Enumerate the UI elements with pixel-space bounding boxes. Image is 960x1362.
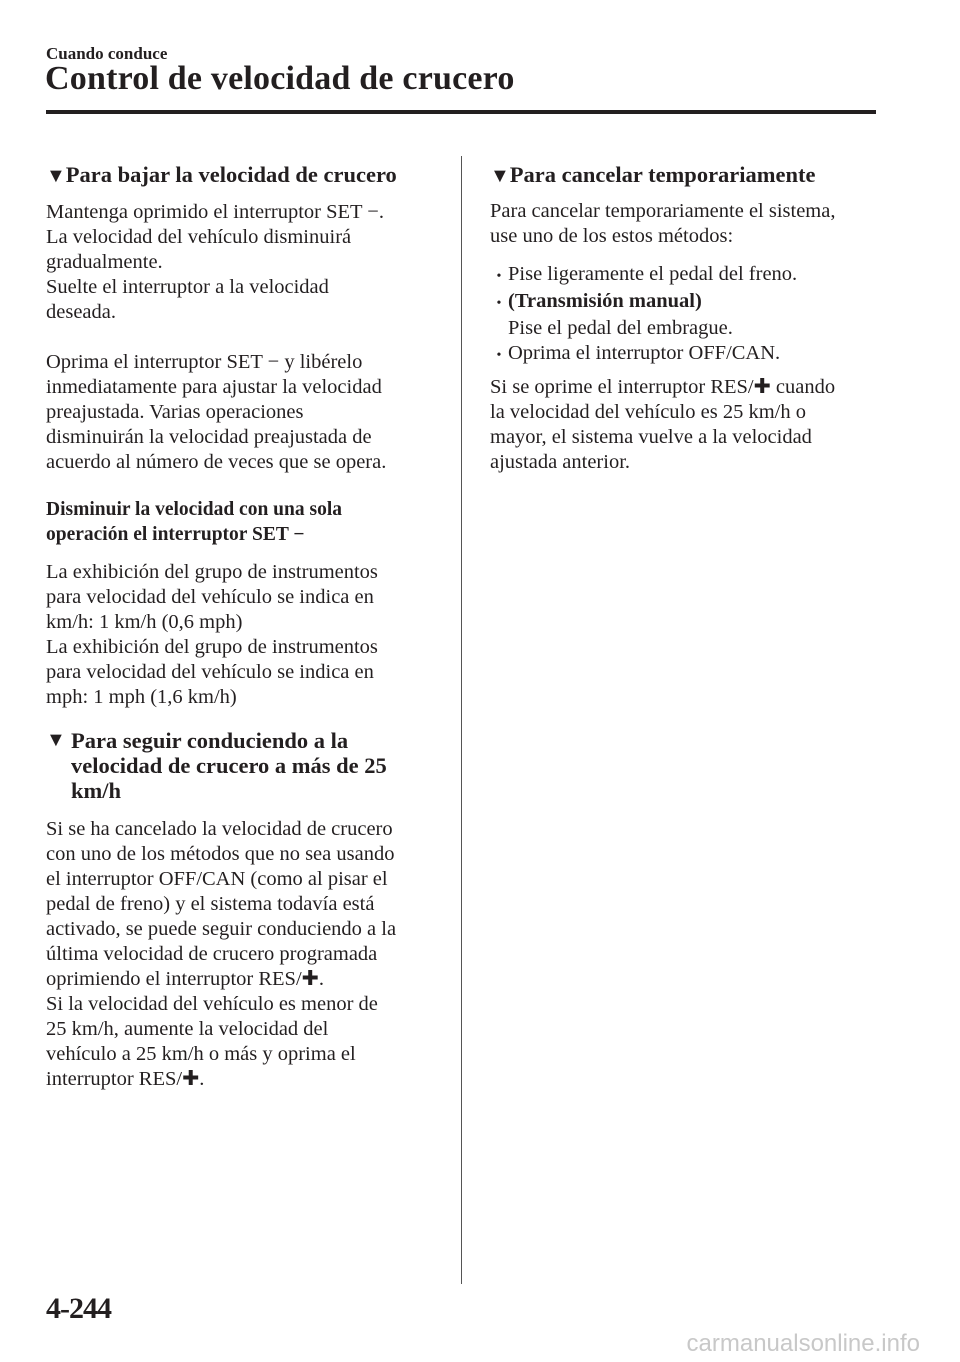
text-line: La exhibición del grupo de instrumentos [46, 561, 378, 583]
text-line: preajustada. Varias operaciones [46, 401, 304, 423]
text-line: mph: 1 mph (1,6 km/h) [46, 686, 237, 708]
text-line: use uno de los estos métodos: [490, 225, 734, 247]
text-line: Si la velocidad del vehículo es menor de [46, 993, 378, 1015]
watermark: carmanualsonline.info [686, 1330, 920, 1357]
text-line: La exhibición del grupo de instrumentos [46, 636, 378, 658]
bullet-text: (Transmisión manual) [508, 290, 702, 312]
paragraph [46, 817, 396, 1092]
bullet-subtext: Pise el pedal del embrague. [508, 317, 733, 339]
triangle-down-icon: ▼ [46, 729, 66, 751]
bullet-item [490, 341, 797, 368]
text-line: pedal de freno) y el sistema todavía está [46, 893, 375, 915]
text-line: 25 km/h, aumente la velocidad del [46, 1018, 329, 1040]
paragraph [46, 560, 378, 710]
paragraph [46, 200, 384, 325]
text-line: mayor, el sistema vuelve a la velocidad [490, 426, 812, 448]
section-label: Cuando conduce [46, 44, 168, 63]
heading-seguir-conduciendo [46, 728, 387, 803]
bullet-text: Oprima el interruptor OFF/CAN. [508, 342, 781, 364]
text-line: el interruptor OFF/CAN (como al pisar el [46, 868, 388, 890]
text-line: Si se oprime el interruptor RES/✚ cuando [490, 376, 836, 398]
text-line: Si se ha cancelado la velocidad de crucero [46, 818, 393, 840]
column-divider [461, 156, 462, 1284]
text-line: gradualmente. [46, 251, 163, 273]
paragraph [46, 350, 386, 475]
text-line: activado, se puede seguir conduciendo a la [46, 918, 397, 940]
text-line: interruptor RES/✚. [46, 1068, 205, 1090]
text-line: última velocidad de crucero programada [46, 943, 378, 965]
text-line: inmediatamente para ajustar la velocidad [46, 376, 382, 398]
text-line: Para cancelar temporariamente el sistema, [490, 200, 836, 222]
text-line: ajustada anterior. [490, 451, 631, 473]
heading-text: Para bajar la velocidad de crucero [65, 162, 397, 187]
text-line: para velocidad del vehículo se indica en [46, 586, 374, 608]
heading-bajar-velocidad [46, 162, 397, 189]
bullet-text: Pise ligeramente el pedal del freno. [508, 263, 798, 285]
text-line: acuerdo al número de veces que se opera. [46, 451, 387, 473]
paragraph [490, 375, 835, 475]
text-line: la velocidad del vehículo es 25 km/h o [490, 401, 806, 423]
bullet-item [490, 289, 797, 316]
subheading [46, 497, 342, 547]
page-number: 4-244 [46, 1292, 111, 1325]
title-rule [46, 110, 876, 114]
text-line: vehículo a 25 km/h o más y oprima el [46, 1043, 356, 1065]
text-line: para velocidad del vehículo se indica en [46, 661, 374, 683]
text-line: Suelte el interruptor a la velocidad [46, 276, 329, 298]
bullet-item [490, 262, 797, 289]
text-line: operación el interruptor SET − [46, 524, 305, 545]
bullet-icon: • [496, 296, 502, 311]
text-line: km/h: 1 km/h (0,6 mph) [46, 611, 243, 633]
triangle-down-icon: ▼ [490, 165, 510, 187]
triangle-down-icon: ▼ [46, 165, 66, 187]
text-line: Para seguir conduciendo a la [71, 728, 349, 753]
text-line: deseada. [46, 301, 116, 323]
text-line: oprimiendo el interruptor RES/✚. [46, 968, 324, 990]
text-line: Oprima el interruptor SET − y libérelo [46, 351, 363, 373]
text-line: con uno de los métodos que no sea usando [46, 843, 395, 865]
page-title: Control de velocidad de crucero [45, 60, 515, 97]
bullet-icon: • [496, 348, 502, 363]
text-line: velocidad de crucero a más de 25 [71, 753, 387, 778]
text-line: km/h [71, 778, 122, 803]
text-line: Mantenga oprimido el interruptor SET −. [46, 201, 384, 223]
text-line: La velocidad del vehículo disminuirá [46, 226, 352, 248]
text-line: Disminuir la velocidad con una sola [46, 499, 342, 520]
bullet-list [490, 262, 797, 368]
heading-text: Para cancelar temporariamente [509, 162, 816, 187]
heading-cancelar-temporariamente [490, 162, 816, 189]
heading-text [46, 728, 387, 803]
bullet-icon: • [496, 269, 502, 284]
paragraph [490, 199, 835, 249]
text-line: disminuirán la velocidad preajustada de [46, 426, 372, 448]
